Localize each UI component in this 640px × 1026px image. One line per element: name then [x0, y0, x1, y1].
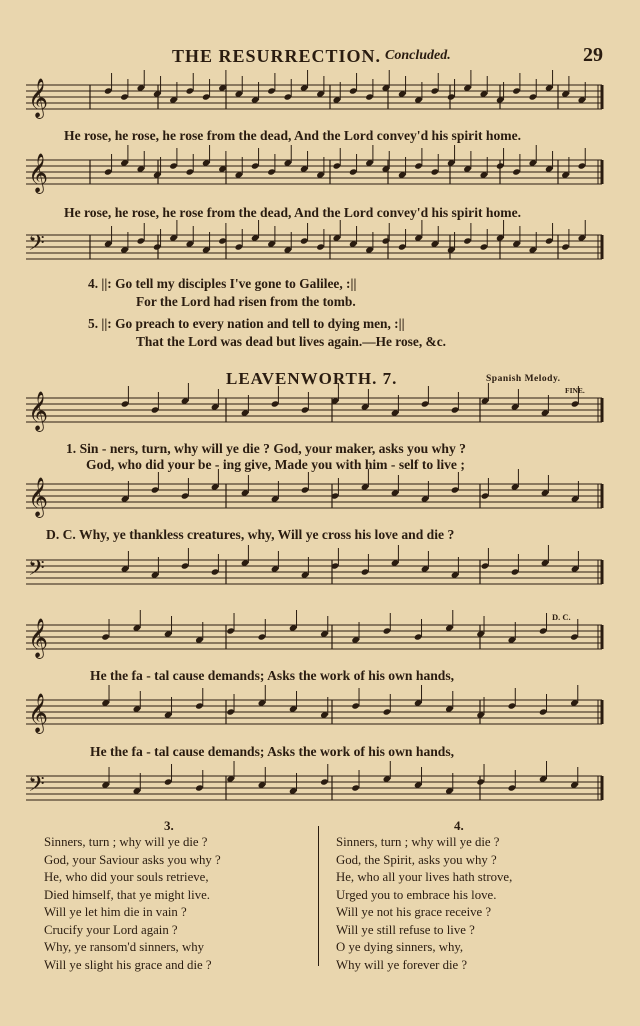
- page-subtitle: Concluded.: [385, 48, 451, 63]
- stanza-line: Sinners, turn ; why will ye die ?: [44, 835, 208, 849]
- stanza-line: Will ye let him die in vain ?: [44, 905, 187, 919]
- leavenworth-lyric-sys2-1: He the fa - tal cause demands; Asks the work of his own hands,: [90, 668, 455, 683]
- dc-mark: D. C.: [552, 612, 571, 622]
- page-title: THE RESURRECTION.: [172, 46, 382, 66]
- leavenworth-lyric-2: God, who did your be - ing give, Made you with him - self to live ;: [86, 457, 465, 472]
- stanza-number: 4.: [454, 818, 464, 833]
- stanza-4: [336, 818, 606, 974]
- verse-5-line-1: 5. ||: Go preach to every nation and tell to dying men, :||: [88, 316, 405, 331]
- stanza-line: Will ye slight his grace and die ?: [44, 957, 212, 972]
- leavenworth-treble-2-clef: 𝄞: [28, 477, 49, 517]
- stanza-line: Urged you to embrace his love.: [336, 887, 497, 902]
- stanza-line: God, your Saviour asks you why ?: [44, 852, 221, 867]
- tune-credit: Spanish Melody.: [486, 374, 561, 384]
- stanza-line: Died himself, that ye might live.: [44, 887, 210, 902]
- stanza-line: He, who did your souls retrieve,: [44, 870, 209, 884]
- stanza-line: God, the Spirit, asks you why ?: [336, 852, 497, 867]
- stanza-line: Sinners, turn ; why will ye die ?: [336, 835, 500, 849]
- stanza-line: Why will ye forever die ?: [336, 957, 468, 972]
- stanza-line: Will ye not his grace receive ?: [336, 905, 492, 919]
- resurrection-lyric-line-2: He rose, he rose, he rose from the dead, And the Lord convey'd his spirit home.: [64, 205, 522, 220]
- leavenworth-bass-1-clef: 𝄢: [28, 556, 45, 586]
- verse-4-line-1: 4. ||: Go tell my disciples I've gone to Galilee, :||: [88, 276, 357, 291]
- page-number: 29: [583, 44, 603, 66]
- fine-mark: FINE.: [565, 386, 585, 395]
- stanza-number: 3.: [164, 818, 174, 833]
- leavenworth-lyric-dc: D. C. Why, ye thankless creatures, why, Will ye cross his love and die ?: [46, 527, 455, 542]
- column-divider: [318, 826, 319, 966]
- resurrection-treble-2-clef: 𝄞: [28, 153, 49, 193]
- leavenworth-treble-4-clef: 𝄞: [28, 693, 49, 733]
- leavenworth-treble-1-clef: 𝄞: [28, 391, 49, 431]
- stanza-3: [44, 818, 314, 974]
- leavenworth-lyric-1: 1. Sin - ners, turn, why will ye die ? God, your maker, asks you why ?: [66, 441, 466, 456]
- leavenworth-bass-2-clef: 𝄢: [28, 772, 45, 802]
- verse-5-line-2: That the Lord was dead but lives again.—He rose, &c.: [136, 334, 446, 349]
- hymn-title: LEAVENWORTH. 7.: [226, 369, 398, 388]
- resurrection-lyric-line-1: He rose, he rose, he rose from the dead, And the Lord convey'd his spirit home.: [64, 128, 522, 143]
- resurrection-treble-1-clef: 𝄞: [28, 78, 49, 118]
- verse-4-line-2: For the Lord had risen from the tomb.: [136, 294, 356, 309]
- stanza-line: O ye dying sinners, why,: [336, 940, 464, 954]
- stanza-line: Will ye still refuse to live ?: [336, 922, 475, 937]
- stanza-line: Crucify your Lord again ?: [44, 922, 178, 937]
- leavenworth-lyric-sys2-2: He the fa - tal cause demands; Asks the work of his own hands,: [90, 744, 455, 759]
- leavenworth-treble-3-clef: 𝄞: [28, 618, 49, 658]
- resurrection-bass-clef: 𝄢: [28, 231, 45, 261]
- stanza-line: Why, ye ransom'd sinners, why: [44, 940, 204, 954]
- stanza-line: He, who all your lives hath strove,: [336, 870, 513, 884]
